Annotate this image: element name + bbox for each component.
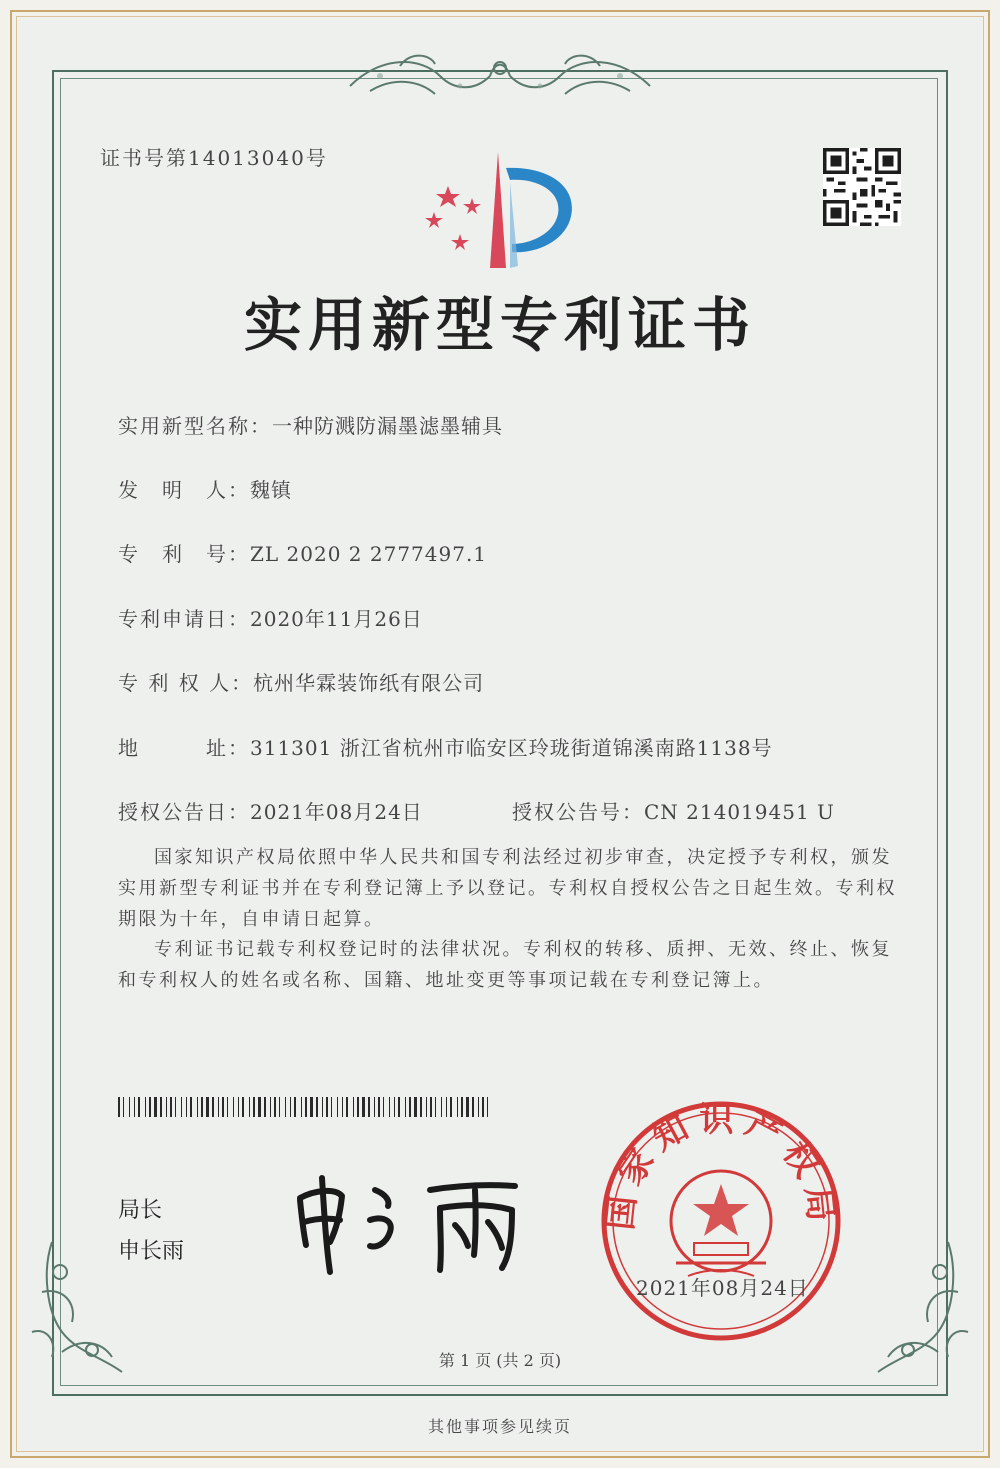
field-value: 2021年08月24日: [250, 800, 423, 824]
field-patentee: [118, 667, 484, 696]
field-value: 杭州华霖装饰纸有限公司: [253, 671, 485, 695]
continued-page-note: 其他事项参见续页: [427, 1417, 572, 1436]
director-signature: [290, 1160, 530, 1280]
field-inventor: [118, 474, 292, 503]
field-grant-announcement-number: [512, 796, 835, 825]
legal-status-paragraph: 专利证书记载专利权登记时的法律状况。专利权的转移、质押、无效、终止、恢复和专利权人的姓名或名称、国籍、地址变更等事项记载在专利登记簿上。: [118, 939, 892, 991]
qr-code: [823, 148, 901, 226]
barcode: [118, 1097, 490, 1117]
field-value: 一种防溅防漏墨滤墨辅具: [272, 414, 503, 438]
seal-text: 国家知识产权局: [600, 1099, 842, 1232]
field-patent-number: [118, 538, 487, 567]
field-label: 地 址：: [118, 736, 250, 760]
field-value: 311301 浙江省杭州市临安区玲珑街道锦溪南路1138号: [250, 736, 773, 760]
field-utility-model-name: [118, 410, 503, 439]
field-grant-announcement-date: [118, 796, 423, 825]
field-label: 发 明 人：: [118, 478, 250, 502]
seal-date: 2021年08月24日: [636, 1276, 809, 1300]
field-value: 2020年11月26日: [250, 607, 423, 631]
field-value: CN 214019451 U: [644, 800, 835, 824]
director-title: 局长: [118, 1198, 163, 1223]
patent-office-emblem-icon: [420, 148, 585, 278]
page-indicator: 第 1 页 (共 2 页): [438, 1351, 562, 1370]
statement-paragraph: 国家知识产权局依照中华人民共和国专利法经过初步审查，决定授予专利权，颁发实用新型专利证书并在专利登记簿上予以登记。专利权自授权公告之日起生效。专利权期限为十年，自申请日起算。: [118, 847, 897, 930]
director-name: 申长雨: [118, 1239, 185, 1264]
field-label: 授权公告号：: [512, 800, 644, 824]
field-value: 魏镇: [250, 478, 292, 502]
top-scroll-ornament: [340, 46, 660, 106]
field-label: 专 利 权 人：: [118, 671, 254, 695]
field-label: 专利申请日：: [118, 607, 250, 631]
certificate-number: 证书号第14013040号: [100, 146, 328, 170]
field-label: 实用新型名称：: [118, 414, 272, 438]
field-application-date: [118, 603, 423, 632]
field-value: ZL 2020 2 2777497.1: [250, 542, 488, 566]
certificate-title: 实用新型专利证书: [243, 291, 756, 359]
official-seal-stamp: [598, 1098, 844, 1344]
field-address: [118, 732, 773, 761]
field-label: 授权公告日：: [118, 800, 250, 824]
field-label: 专 利 号：: [118, 542, 250, 566]
